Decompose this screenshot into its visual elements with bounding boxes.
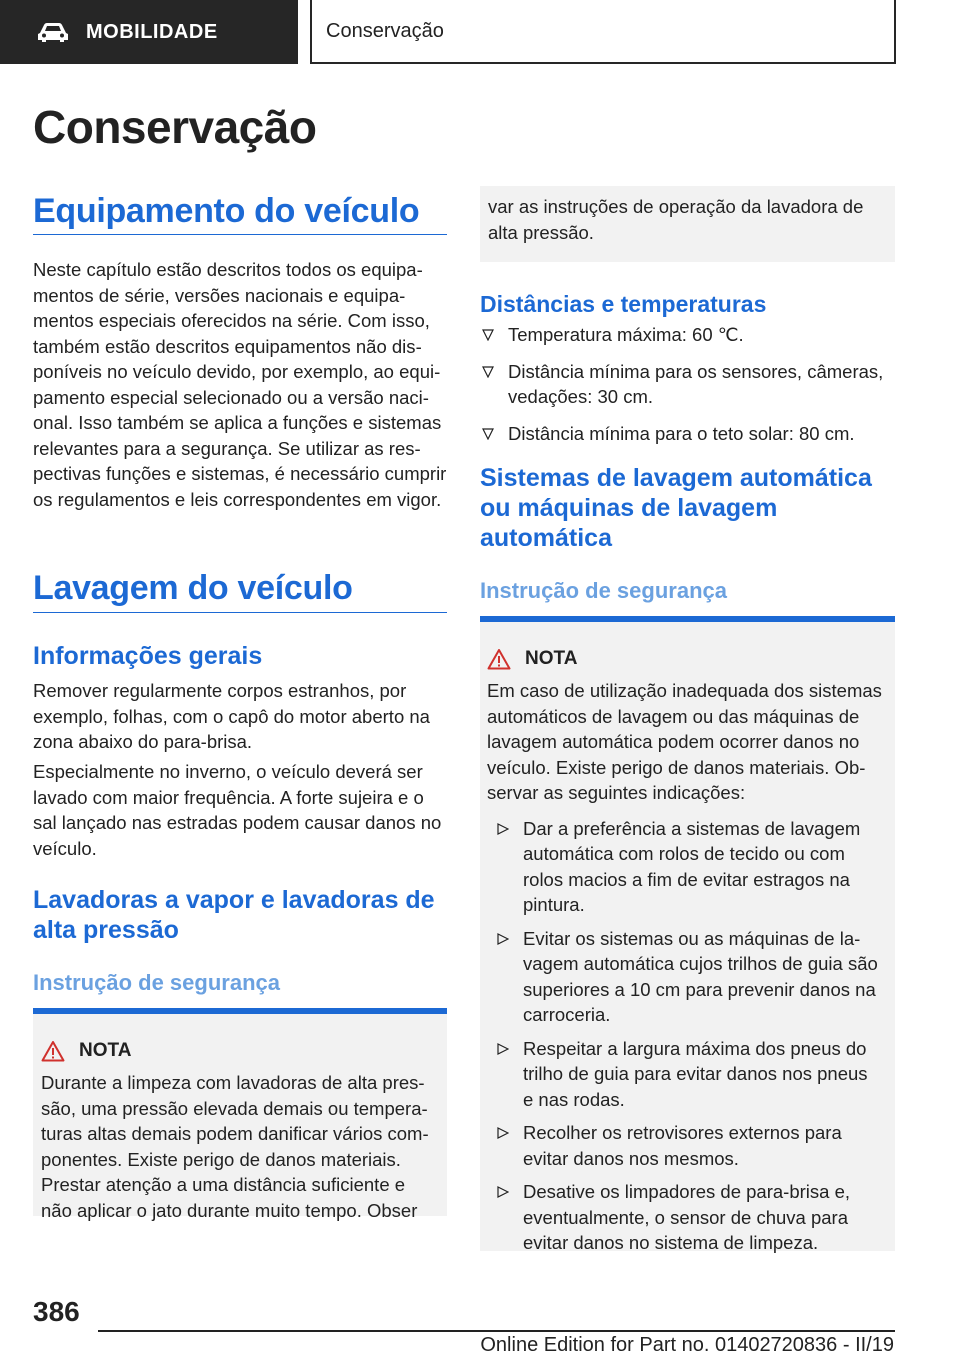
heading-rule [33,612,447,613]
note-label: NOTA [525,648,578,669]
heading-distancias: Distâncias e temperaturas [480,291,767,317]
header-section-title: Conservação [310,0,896,64]
warning-icon [41,1040,65,1062]
note-continuation-text: var as instruções de operação da lavadora de alta pressão. [488,196,864,243]
triangle-bullet-icon [497,823,509,835]
heading-lavadoras-vapor: Lavadoras a vapor e lavadoras de alta pressão [33,886,435,944]
list-distancias [480,322,895,454]
heading-instrucao-seguranca: Instrução de segurança [33,970,280,995]
note-box-pressure-washer [33,1008,447,1221]
paragraph-equipamento: Neste capítulo estão descritos todos os equipamentos de série, versões nacionais e equipamentos especiais oferecidos na série. Com isso, também estão descritos equipamentos não disponíveis no veículo devido, por exemplo, ao equipamento especial selecionado ou a versão nacional. Isso também se aplica a funções e sistemas relevantes para a segurança. Se utilizar as respectivas funções e sistemas, é necessário cumprir os regulamentos e leis correspondentes em vigor. [33,259,447,510]
page-number: 386 [33,1296,80,1327]
note-text: Em caso de utilização inadequada dos sistemas automáticos de lavagem ou das máquinas de lavagem automática podem ocorrer danos no veículo. Existe perigo de danos materiais. Observar as seguintes indicações: [487,680,882,803]
note-box-continuation [480,186,895,262]
heading-rule [33,234,447,235]
list-item: Temperatura máxima: 60 ℃. [480,322,895,348]
note-header [487,648,888,670]
paragraph-informacoes-2: Especialmente no inverno, o veículo deverá ser lavado com maior frequência. A forte sujeira e o sal lançado nas estradas podem causar danos no veículo. [33,761,442,859]
heading-equipamento: Equipamento do veículo [33,192,420,230]
list-item: Distância mínima para os sensores, câmeras, vedações: 30 cm. [480,359,895,410]
warning-icon [487,648,511,670]
list-item: Dar a preferência a sistemas de lavagem automática com rolos de tecido ou com rolos macios a fim de evitar estragos na pintura. [495,816,882,918]
list-item: Recolher os retrovisores externos para evitar danos nos mesmos. [495,1120,882,1171]
paragraph-informacoes-1: Remover regularmente corpos estranhos, por exemplo, folhas, com o capô do motor aberto na zona abaixo do para-brisa. [33,680,430,752]
list-item: Distância mínima para o teto solar: 80 cm. [480,421,895,447]
footer-edition: Online Edition for Part no. 01402720836 - II/19 [480,1334,894,1356]
heading-lavagem: Lavagem do veículo [33,569,353,607]
heading-instrucao-seguranca-2: Instrução de segurança [480,578,727,603]
page-title: Conservação [33,101,317,153]
car-icon [36,21,70,43]
note-header [41,1040,439,1062]
heading-informacoes-gerais: Informações gerais [33,642,263,670]
triangle-bullet-icon [482,366,494,378]
list-car-wash-instructions [487,816,882,1256]
triangle-bullet-icon [497,933,509,945]
triangle-bullet-icon [482,428,494,440]
note-text: Durante a limpeza com lavadoras de alta pressão, uma pressão elevada demais ou temperaturas altas demais podem danificar vários componentes. Existe perigo de danos materiais. Prestar atenção a uma distância suficiente e não aplicar o jato durante muito tempo. Obser [41,1072,429,1221]
triangle-bullet-icon [497,1043,509,1055]
list-item: Desative os limpadores de para-brisa e, eventualmente, o sensor de chuva para evitar danos no sistema de limpeza. [495,1179,882,1256]
note-box-car-wash [480,616,895,1251]
list-item: Evitar os sistemas ou as máquinas de lavagem automática cujos trilhos de guia são superiores a 10 cm para prevenir danos na carroceria. [495,926,882,1028]
triangle-bullet-icon [497,1127,509,1139]
list-item: Respeitar a largura máxima dos pneus do trilho de guia para evitar danos nos pneus e nas rodas. [495,1036,882,1113]
header-chapter-label: MOBILIDADE [86,20,218,43]
note-label: NOTA [79,1040,132,1061]
footer-rule [98,1330,895,1332]
triangle-bullet-icon [497,1186,509,1198]
heading-sistemas-lavagem: Sistemas de lavagem automática ou máquinas de lavagem automática [480,464,872,552]
triangle-bullet-icon [482,329,494,341]
header-chapter-tab[interactable] [0,0,298,64]
